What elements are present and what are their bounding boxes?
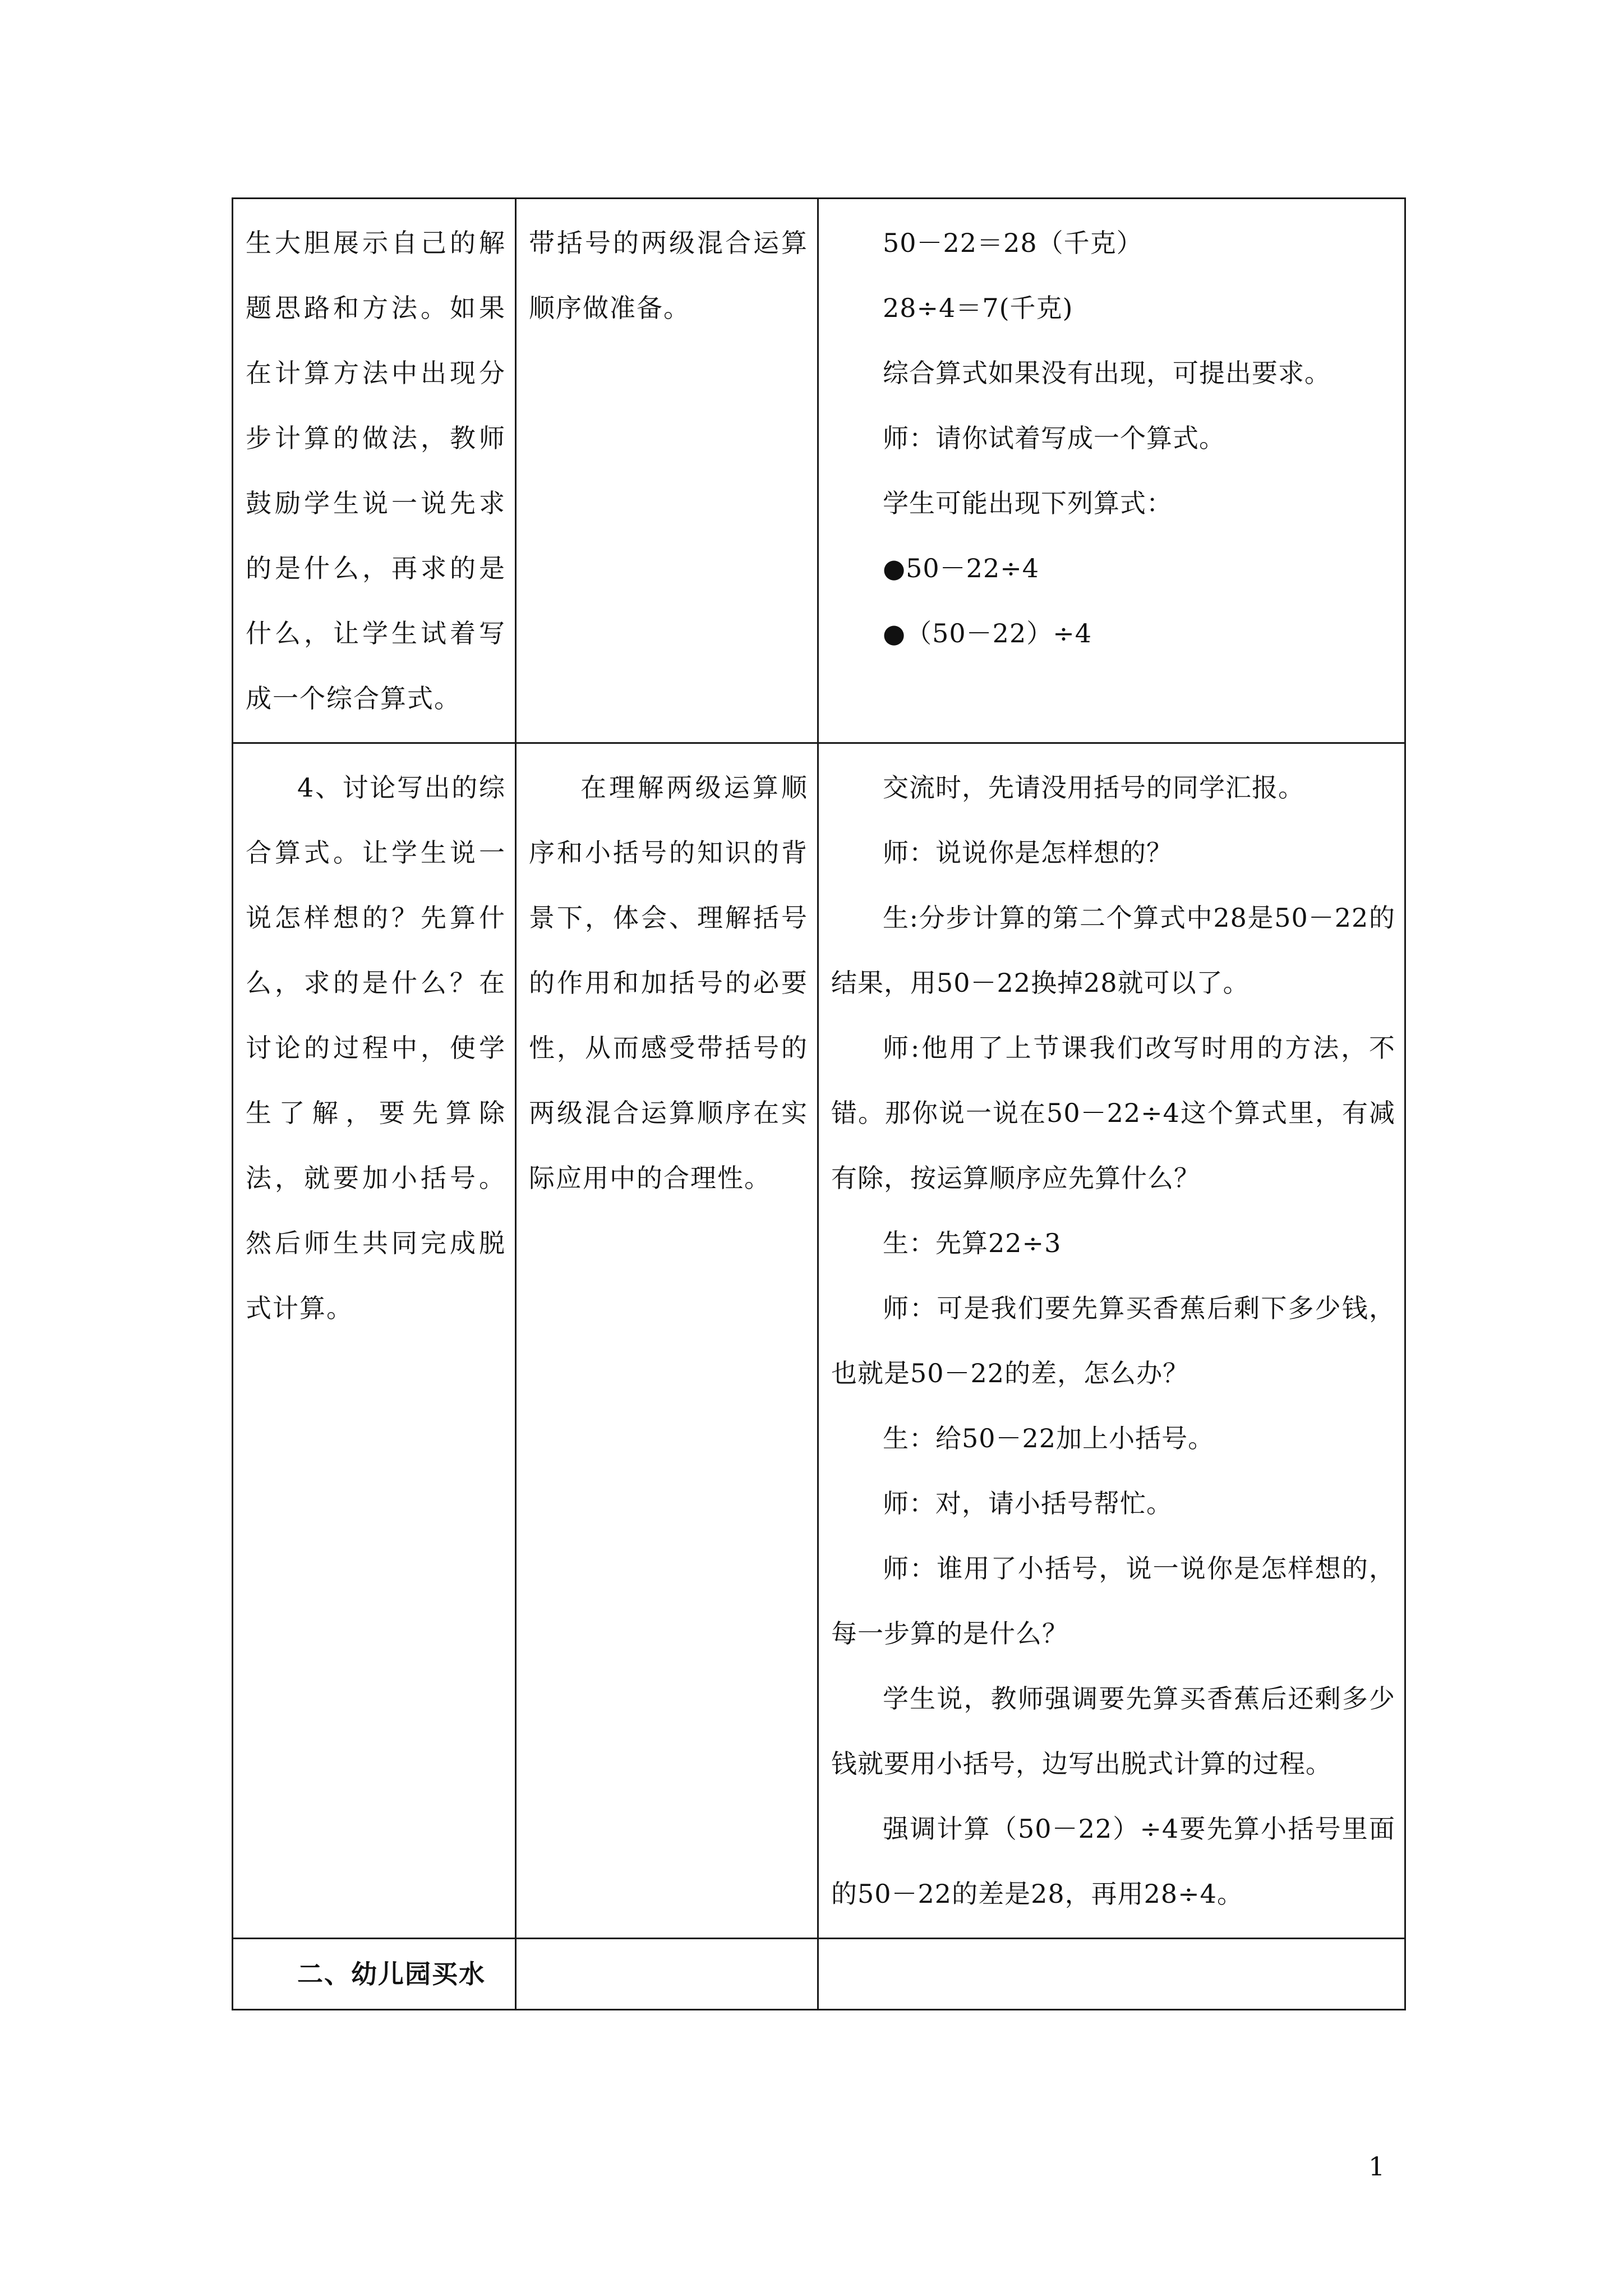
process-line: 师：说说你是怎样想的？ [883,838,1173,868]
process-line: 学生可能出现下列算式： [883,488,1173,518]
process-line: ●（50－22）÷4 [883,618,1092,648]
activity-cell [233,743,516,1939]
activity-cell [233,1939,516,2010]
activity-text: 生大胆展示自己的解题思路和方法。如果在计算方法中出现分步计算的做法，教师鼓励学生说一说先求的是什么，再求的是什么，让学生试着写成一个综合算式。 [246,228,506,714]
process-line: 综合算式如果没有出现，可提出要求。 [883,358,1331,388]
process-line: 50－22＝28（千克） [883,228,1143,258]
process-line: 28÷4＝7(千克) [883,293,1073,323]
table-row [233,743,1405,1939]
process-line: 师：可是我们要先算买香蕉后剩下多少钱，也就是50－22的差，怎么办？ [831,1293,1395,1388]
process-line: 强调计算（50－22）÷4要先算小括号里面的50－22的差是28，再用28÷4。 [831,1814,1395,1909]
activity-text: 4、讨论写出的综合算式。让学生说一说怎样想的？先算什么，求的是什么？在讨论的过程中，使学生了解，要先算除法，就要加小括号。然后师生共同完成脱式计算。 [246,772,506,1323]
table-row [233,1939,1405,2010]
process-line: 交流时，先请没用括号的同学汇报。 [883,772,1304,803]
process-line: 师：对，请小括号帮忙。 [883,1488,1173,1519]
process-line: 师：请你试着写成一个算式。 [883,423,1225,453]
intent-text: 带括号的两级混合运算顺序做准备。 [529,228,808,323]
page-number: 1 [1368,2151,1385,2182]
process-cell [818,199,1405,743]
process-cell [818,1939,1405,2010]
table-row [233,199,1405,743]
section-title: 二、幼儿园买水 [297,1959,486,1989]
process-line: 生：先算22÷3 [883,1228,1062,1258]
process-cell [818,743,1405,1939]
process-line: 师：谁用了小括号，说一说你是怎样想的，每一步算的是什么？ [831,1553,1395,1649]
lesson-plan-table [232,197,1406,2010]
process-line: 学生说，教师强调要先算买香蕉后还剩多少钱就要用小括号，边写出脱式计算的过程。 [831,1683,1395,1779]
process-line: 生：给50－22加上小括号。 [883,1423,1215,1453]
process-line: 师:他用了上节课我们改写时用的方法，不错。那你说一说在50－22÷4这个算式里，有减有除，按运算顺序应先算什么？ [831,1033,1395,1193]
intent-cell [516,1939,818,2010]
intent-cell [516,743,818,1939]
activity-cell [233,199,516,743]
process-line: 生:分步计算的第二个算式中28是50－22的结果，用50－22换掉28就可以了。 [831,903,1395,998]
intent-cell [516,199,818,743]
process-line: ●50－22÷4 [883,553,1040,583]
intent-text: 在理解两级运算顺序和小括号的知识的背景下，体会、理解括号的作用和加括号的必要性，从而感受带括号的两级混合运算顺序在实际应用中的合理性。 [529,772,808,1193]
